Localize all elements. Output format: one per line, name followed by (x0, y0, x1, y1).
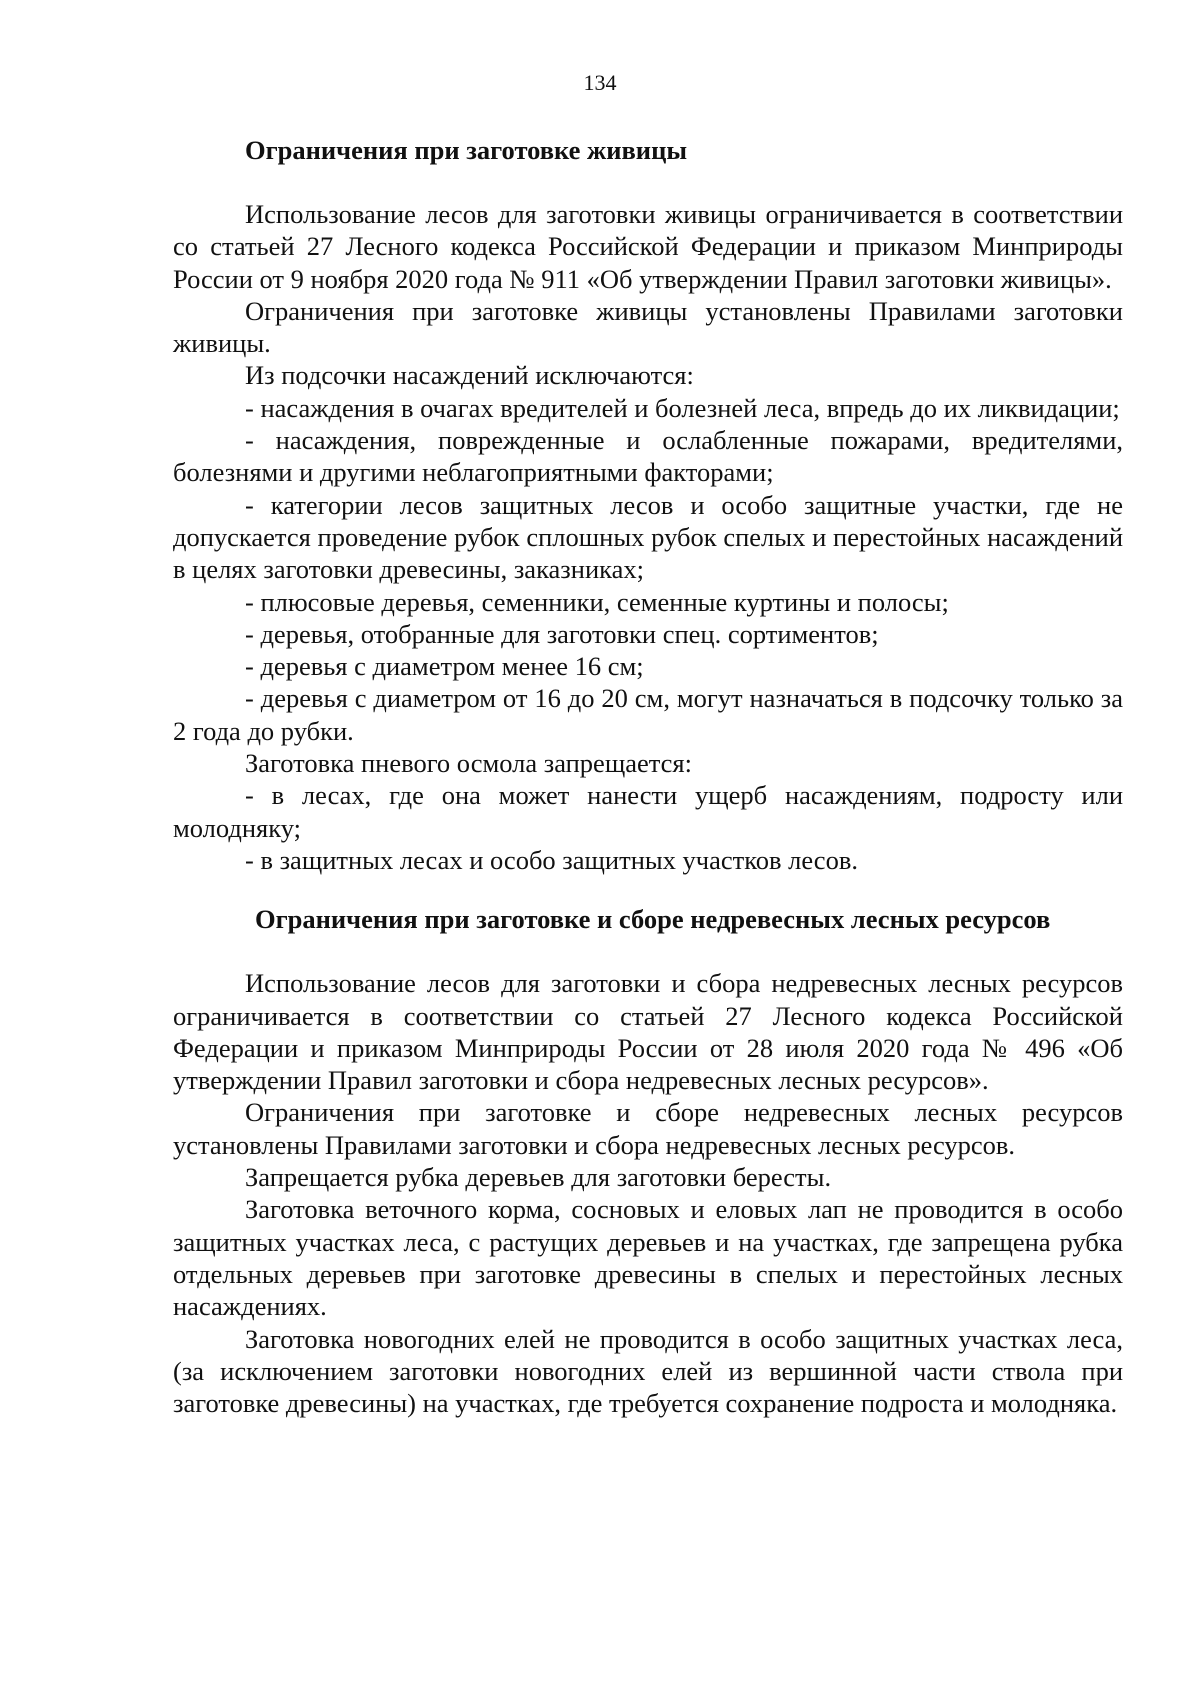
paragraph: Заготовка новогодних елей не проводится в особо защитных участках леса, (за исключением заготовки новогодних елей из вершинной части ствола при заготовке древесины) на участках, где требуется сохранение подроста и молодняка. (173, 1323, 1123, 1419)
list-item: - в лесах, где она может нанести ущерб насаждениям, подросту или молодняку; (173, 780, 1123, 843)
paragraph: Заготовка веточного корма, сосновых и еловых лап не проводится в особо защитных участках леса, с растущих деревьев и на участках, где запрещена рубка отдельных деревьев при заготовке древесины в спелых и перестойных лесных насаждениях. (173, 1194, 1123, 1322)
paragraph: Из подсочки насаждений исключаются: (245, 360, 694, 391)
document-body (173, 134, 1123, 1419)
paragraph: Использование лесов для заготовки живицы ограничивается в соответствии со статьей 27 Лесного кодекса Российской Федерации и приказом Минприроды России от 9 ноября 2020 года № 911 «Об утверждении Правил заготовки живицы». (173, 199, 1123, 294)
list-item: - в защитных лесах и особо защитных участков лесов. (245, 844, 858, 875)
paragraph: Ограничения при заготовке живицы установлены Правилами заготовки живицы. (173, 295, 1123, 359)
section-heading-non-timber: Ограничения при заготовке и сборе недревесных лесных ресурсов (255, 904, 1051, 935)
list-item: - деревья с диаметром от 16 до 20 см, могут назначаться в подсочку только за 2 года до рубки. (173, 683, 1123, 746)
list-item: - категории лесов защитных лесов и особо защитные участки, где не допускается проведение рубок сплошных рубок спелых и перестойных насаждений в целях заготовки древесины, заказниках; (173, 489, 1123, 585)
list-item: - деревья с диаметром менее 16 см; (245, 651, 644, 682)
section-heading-resin: Ограничения при заготовке живицы (245, 135, 688, 165)
list-item: - насаждения в очагах вредителей и болезней леса, впредь до их ликвидации; (245, 392, 1120, 423)
paragraph: Ограничения при заготовке и сборе недревесных лесных ресурсов установлены Правилами заготовки и сбора недревесных лесных ресурсов. (173, 1097, 1123, 1160)
list-item: - насаждения, поврежденные и ослабленные пожарами, вредителями, болезнями и другими неблагоприятными факторами; (173, 425, 1123, 488)
section-non-timber-resources (173, 903, 1123, 1419)
list-item: - плюсовые деревья, семенники, семенные куртины и полосы; (245, 586, 949, 617)
paragraph: Использование лесов для заготовки и сбора недревесных лесных ресурсов ограничивается в соответствии со статьей 27 Лесного кодекса Российской Федерации и приказом Минприроды России от 28 июля 2020 года № 496 «Об утверждении Правил заготовки и сбора недревесных лесных ресурсов». (173, 968, 1123, 1096)
paragraph: Заготовка пневого осмола запрещается: (245, 748, 692, 779)
list-item: - деревья, отобранные для заготовки спец. сортиментов; (245, 618, 879, 649)
page-number: 134 (583, 70, 617, 95)
paragraph: Запрещается рубка деревьев для заготовки бересты. (245, 1162, 832, 1193)
section-resin-harvesting (173, 134, 1123, 876)
